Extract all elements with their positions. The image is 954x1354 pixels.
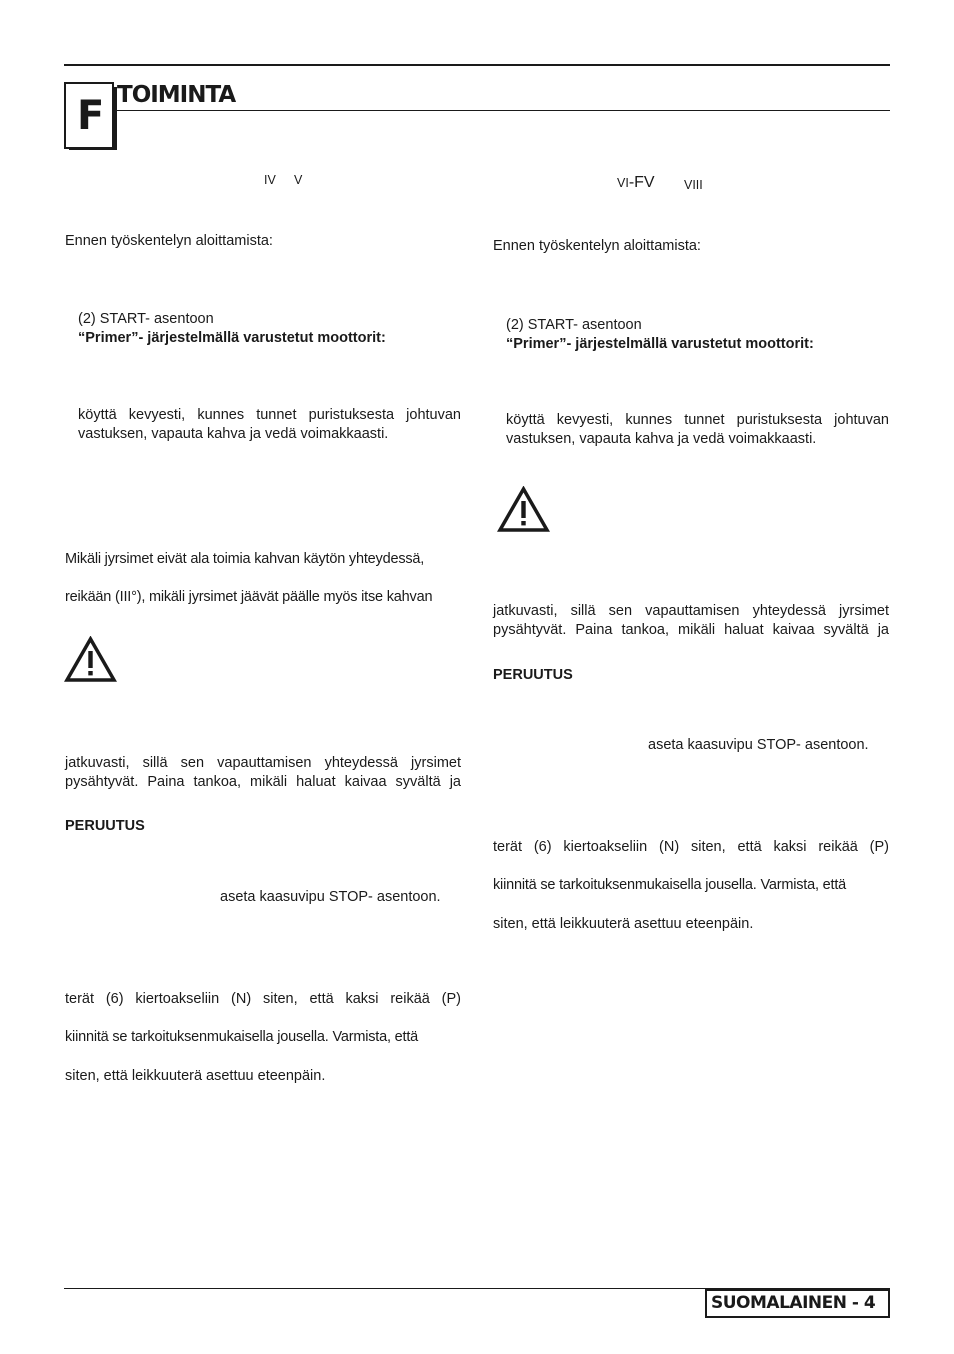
continuous-line-2-right: pysähtyvät. Paina tankoa, mikäli haluat kaivaa syvältä ja bbox=[493, 622, 889, 638]
reverse-heading: PERUUTUS bbox=[65, 818, 145, 834]
blades-line-3: siten, että leikkuuterä asettuu eteenpäin. bbox=[65, 1068, 326, 1084]
page-footer-badge bbox=[705, 1289, 890, 1318]
reverse-heading-right: PERUUTUS bbox=[493, 667, 573, 683]
if-blades-text: Mikäli jyrsimet eivät ala toimia kahvan käytön yhteydessä, bbox=[65, 551, 425, 567]
section-badge bbox=[64, 82, 114, 149]
pull-rope-line-2: vastuksen, vapauta kahva ja vedä voimakkaasti. bbox=[78, 426, 389, 442]
start-position-text: (2) START- asentoon bbox=[78, 311, 214, 327]
primer-heading: “Primer”- järjestelmällä varustetut moottorit: bbox=[78, 330, 386, 346]
before-work-label-right: Ennen työskentelyn aloittamista: bbox=[493, 238, 701, 254]
continuous-line-1: jatkuvasti, sillä sen vapauttamisen yhteydessä jyrsimet bbox=[65, 755, 461, 771]
figure-ref-viii: VIII bbox=[684, 178, 703, 192]
figure-ref-vi: VI bbox=[617, 176, 629, 190]
blades-line-2-right: kiinnitä se tarkoituksenmukaisella jousella. Varmista, että bbox=[493, 877, 847, 893]
pull-rope-line-1-right: köyttä kevyesti, kunnes tunnet puristuksesta johtuvan bbox=[506, 412, 889, 428]
top-rule bbox=[64, 64, 890, 66]
pull-rope-line-2-right: vastuksen, vapauta kahva ja vedä voimakkaasti. bbox=[506, 431, 817, 447]
continuous-line-2: pysähtyvät. Paina tankoa, mikäli haluat kaivaa syvältä ja bbox=[65, 774, 461, 790]
blades-line-1-right: terät (6) kiertoakseliin (N) siten, että kaksi reikää (P) bbox=[493, 839, 889, 855]
page-title: TOIMINTA bbox=[117, 82, 236, 108]
primer-heading-right: “Primer”- järjestelmällä varustetut moottorit: bbox=[506, 336, 814, 352]
figure-ref-iv: IV bbox=[264, 173, 276, 187]
throttle-stop-text: aseta kaasuvipu STOP- asentoon. bbox=[220, 889, 441, 905]
figure-ref-v: V bbox=[294, 173, 303, 187]
blades-line-2: kiinnitä se tarkoituksenmukaisella jousella. Varmista, että bbox=[65, 1029, 419, 1045]
warning-triangle-icon bbox=[497, 486, 550, 533]
warning-triangle-icon bbox=[64, 636, 117, 683]
section-letter: F bbox=[77, 93, 105, 139]
figure-ref-fv: -FV bbox=[628, 174, 655, 191]
title-underline bbox=[117, 110, 890, 111]
continuous-line-1-right: jatkuvasti, sillä sen vapauttamisen yhteydessä jyrsimet bbox=[493, 603, 889, 619]
start-position-text-right: (2) START- asentoon bbox=[506, 317, 642, 333]
figure-ref-vi-fv bbox=[617, 174, 655, 192]
throttle-stop-text-right: aseta kaasuvipu STOP- asentoon. bbox=[648, 737, 869, 753]
before-work-label: Ennen työskentelyn aloittamista: bbox=[65, 233, 273, 249]
blades-line-3-right: siten, että leikkuuterä asettuu eteenpäin. bbox=[493, 916, 754, 932]
hole-text: reikään (III°), mikäli jyrsimet jäävät päälle myös itse kahvan bbox=[65, 589, 433, 605]
footer-language-page: SUOMALAINEN - 4 bbox=[711, 1293, 876, 1313]
pull-rope-line-1: köyttä kevyesti, kunnes tunnet puristuksesta johtuvan bbox=[78, 407, 461, 423]
blades-line-1: terät (6) kiertoakseliin (N) siten, että kaksi reikää (P) bbox=[65, 991, 461, 1007]
